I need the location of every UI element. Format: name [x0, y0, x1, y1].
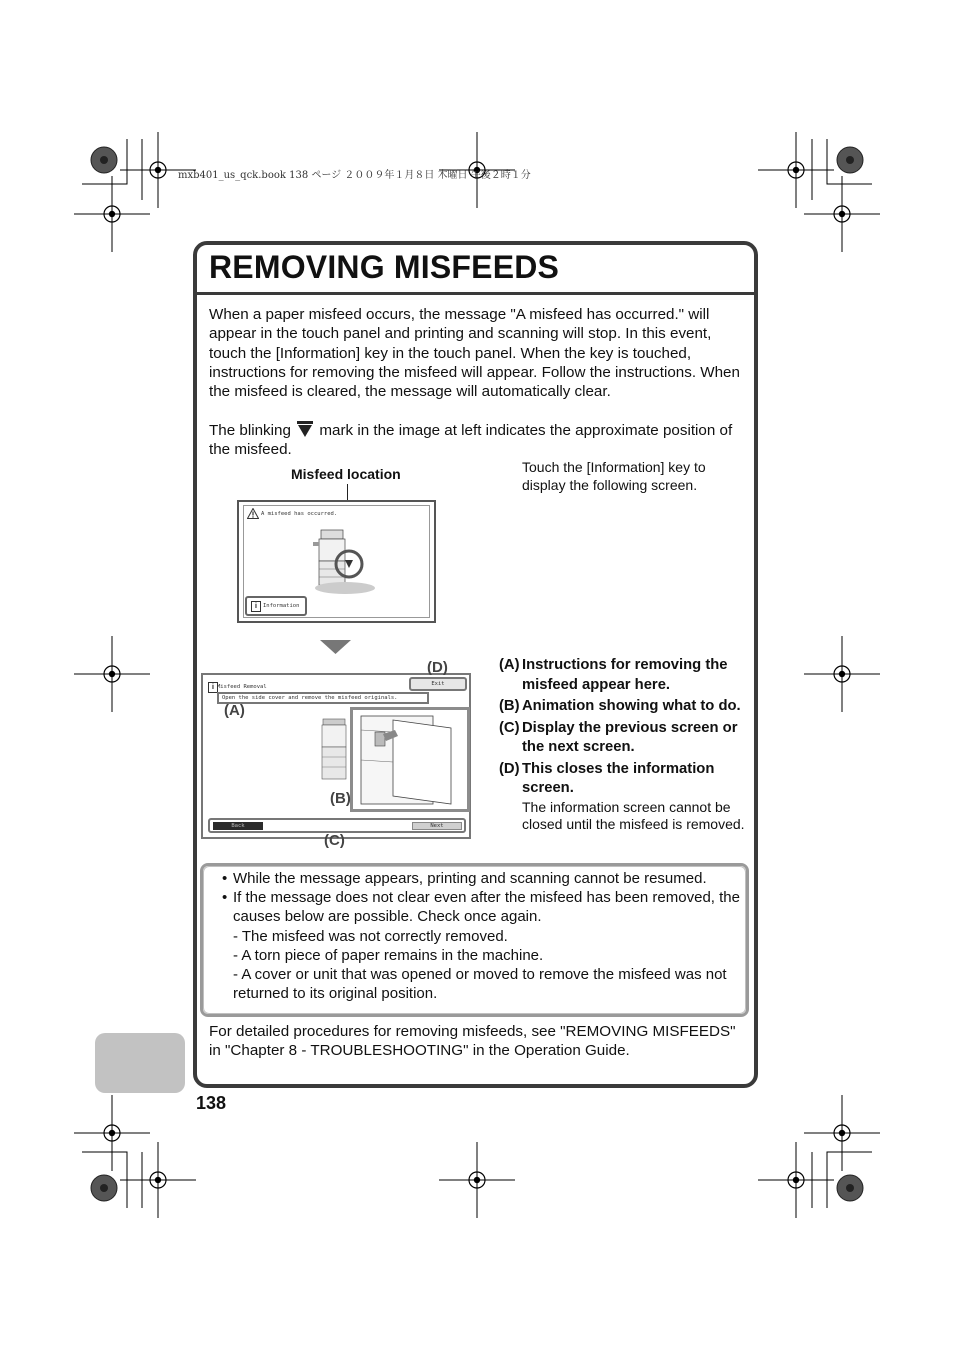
misfeed-message: A misfeed has occurred.	[261, 511, 338, 517]
instruction-text: Open the side cover and remove the misfeed originals.	[222, 695, 398, 701]
warning-icon	[247, 508, 259, 519]
intro-paragraph-2-end: mark in the image at left indicates the approximate position of the misfeed.	[209, 422, 733, 459]
copier-small-illustration	[321, 717, 351, 783]
screen-2-title: Misfeed Removal	[217, 684, 267, 690]
intro-paragraph-2	[209, 420, 749, 460]
page-number: 138	[196, 1093, 227, 1113]
animation-area	[350, 707, 470, 812]
legend-item-c	[499, 719, 757, 758]
next-key[interactable]	[412, 822, 462, 830]
legend-list	[499, 656, 757, 834]
information-key[interactable]	[245, 596, 307, 616]
callout-b: (B)	[330, 790, 351, 807]
note-text-wrap	[233, 888, 742, 1003]
note-item	[222, 888, 742, 1003]
information-key-label: Information	[263, 603, 300, 609]
back-key-label: Back	[231, 823, 245, 829]
legend-key: (D)	[499, 760, 520, 777]
touch-panel-screen-2	[201, 673, 471, 839]
callout-c: (C)	[324, 832, 345, 849]
cause-item: - The misfeed was not correctly removed.	[233, 927, 508, 945]
figure1-side-text: Touch the [Information] key to display the following screen.	[522, 459, 706, 493]
exit-key[interactable]	[409, 677, 467, 691]
intro-paragraph-1: When a paper misfeed occurs, the message "A misfeed has occurred." will appear in the touch panel and printing and scanning will stop. In this event, touch the [Information] key in the touch panel. When the key is touched, instructions for removing the misfeed will appear. Follow the instructions. When the misfeed is cleared, the message will automatically clear.	[209, 306, 740, 401]
legend-text-wrap	[522, 760, 757, 834]
cause-item: - A torn piece of paper remains in the machine.	[233, 946, 544, 964]
misfeed-location-label: Misfeed location	[291, 466, 401, 482]
copier-illustration	[309, 522, 379, 604]
legend-text: Animation showing what to do.	[522, 698, 741, 714]
instruction-area	[217, 692, 429, 704]
side-cover-animation	[353, 710, 467, 809]
navigation-bar	[208, 818, 466, 833]
legend-item-a	[499, 656, 757, 695]
file-header-line: mxb401_us_qck.book 138 ページ ２００９年１月８日 木曜日 午後２時１分	[178, 170, 531, 181]
chapter-tab	[95, 1033, 185, 1093]
callout-d: (D)	[427, 659, 448, 676]
next-key-label: Next	[430, 823, 444, 829]
legend-item-d	[499, 760, 757, 834]
legend-key: (C)	[499, 719, 520, 736]
legend-item-b	[499, 697, 757, 717]
bullet-marker: •	[222, 870, 228, 887]
notes-list	[222, 869, 742, 1003]
legend-key: (A)	[499, 657, 520, 673]
exit-key-label: Exit	[431, 681, 445, 687]
note-text: If the message does not clear even after the misfeed has been removed, the causes below are possible. Check once again.	[233, 889, 740, 926]
footer-reference-text: For detailed procedures for removing misfeeds, see "REMOVING MISFEEDS" in "Chapter 8 - TROUBLESHOOTING" in the Operation Guide.	[209, 1023, 736, 1060]
information-icon: i	[208, 682, 218, 693]
callout-a: (A)	[224, 702, 245, 719]
note-item	[222, 869, 742, 888]
note-text: While the message appears, printing and scanning cannot be resumed.	[233, 870, 707, 887]
legend-text: This closes the information screen.	[522, 760, 715, 796]
bullet-marker: •	[222, 889, 228, 907]
down-arrow-icon	[320, 640, 351, 654]
cause-item: - A cover or unit that was opened or moved to remove the misfeed was not returned to its original position.	[233, 966, 727, 1003]
touch-panel-screen-1	[237, 500, 436, 623]
page-title: REMOVING MISFEEDS	[209, 249, 560, 285]
legend-text: Instructions for removing the misfeed appear here.	[522, 657, 728, 693]
intro-paragraph-2-start: The blinking	[209, 422, 291, 439]
back-key[interactable]	[213, 822, 263, 830]
misfeed-mark-icon	[295, 420, 315, 438]
legend-note: The information screen cannot be closed until the misfeed is removed.	[522, 798, 745, 832]
legend-text: Display the previous screen or the next screen.	[522, 719, 738, 755]
information-icon: i	[251, 601, 261, 612]
legend-key: (B)	[499, 698, 520, 714]
